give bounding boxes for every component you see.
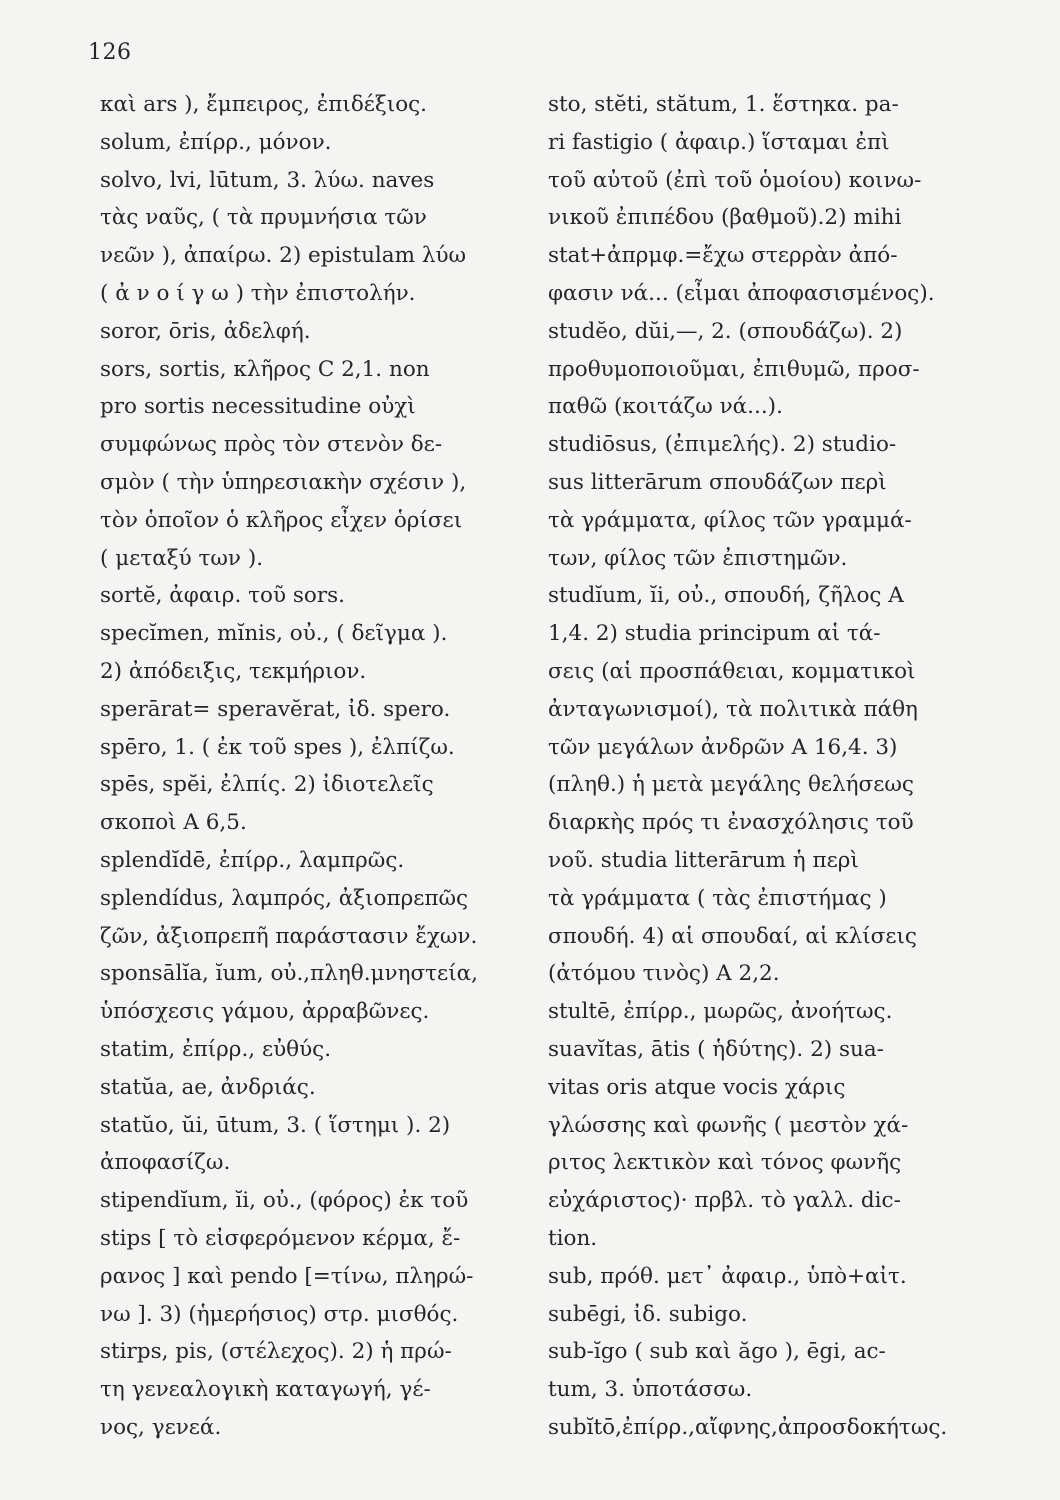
entry-line: νικοῦ ἐπιπέδου (βαθμοῦ).2) mihi — [548, 205, 902, 231]
entry-line: (ἀτόμου τινὸς) A 2,2. — [548, 961, 780, 987]
entry-line: νος, γενεά. — [100, 1414, 222, 1440]
entry-line: σεις (αἱ προσπάθειαι, κομματικοὶ — [548, 658, 916, 684]
entry-line: studĭum, ĭi, οὐ., σπουδή, ζῆλος A — [548, 583, 904, 609]
entry-line: τοῦ αὐτοῦ (ἐπὶ τοῦ ὁμοίου) κοινω- — [548, 167, 922, 193]
entry-line: studiōsus, (ἐπιμελής). 2) studio- — [548, 432, 897, 458]
entry-line: καὶ ars ), ἔμπειρος, ἐπιδέξιος. — [100, 92, 428, 117]
entry-line: τη γενεαλογικὴ καταγωγή, γέ- — [100, 1377, 431, 1403]
page-number: 126 — [88, 40, 132, 65]
entry-line: sponsālĭa, ĭum, οὐ.,πληθ.μνηστεία, — [100, 961, 478, 987]
entry-line: ri fastigio ( ἀφαιρ.) ἵσταμαι ἐπὶ — [548, 129, 890, 155]
entry-line: sors, sortis, κλῆρος C 2,1. non — [100, 356, 430, 382]
entry-line: stat+ἀπρμφ.=ἔχω στερρὰν ἀπό- — [548, 243, 898, 269]
entry-line: sub, πρόθ. μετ᾽ ἀφαιρ., ὑπὸ+αἰτ. — [548, 1263, 907, 1289]
entry-line: spēs, spĕi, ἐλπίς. 2) ἰδιοτελεῖς — [100, 772, 434, 798]
entry-line: studĕo, dŭi,—, 2. (σπουδάζω). 2) — [548, 318, 903, 344]
entry-line: statŭo, ŭi, ūtum, 3. ( ἵστημι ). 2) — [100, 1112, 451, 1138]
entry-line: νω ]. 3) (ἡμερήσιος) στρ. μισθός. — [100, 1301, 459, 1327]
entry-line: splendídus, λαμπρός, ἀξιοπρεπῶς — [100, 885, 469, 911]
entry-line: sperārat= speravĕrat, ἰδ. spero. — [100, 696, 451, 722]
entry-line: τὰ γράμματα, φίλος τῶν γραμμά- — [548, 507, 912, 533]
entry-line: ριτος λεκτικὸν καὶ τόνος φωνῆς — [548, 1150, 902, 1176]
entry-line: soror, ōris, ἀδελφή. — [100, 318, 311, 344]
entry-line: solvo, lvi, lūtum, 3. λύω. naves — [100, 167, 435, 193]
entry-line: vitas oris atque vocis χάρις — [548, 1074, 846, 1100]
entry-line: statŭa, ae, ἀνδριάς. — [100, 1074, 316, 1100]
entry-line: subēgi, ἰδ. subigo. — [548, 1301, 748, 1327]
entry-line: ( μεταξύ των ). — [100, 545, 264, 571]
entry-line: tum, 3. ὑποτάσσω. — [548, 1377, 753, 1403]
entry-line: συμφώνως πρὸς τὸν στενὸν δε- — [100, 432, 443, 458]
entry-line: των, φίλος τῶν ἐπιστημῶν. — [548, 545, 848, 571]
entry-line: τῶν μεγάλων ἀνδρῶν A 16,4. 3) — [548, 734, 898, 760]
entry-line: σκοποὶ A 6,5. — [100, 810, 247, 836]
entry-line: sus litterārum σπουδάζων περὶ — [548, 469, 887, 495]
entry-line: sto, stĕti, stătum, 1. ἕστηκα. pa- — [548, 92, 899, 117]
entry-line: εὐχάριστος)· πρβλ. τὸ γαλλ. dic- — [548, 1188, 901, 1214]
entry-line: νεῶν ), ἀπαίρω. 2) epistulam λύω — [100, 243, 467, 269]
entry-line: 1,4. 2) studia principum αἱ τά- — [548, 621, 881, 647]
entry-line: (πληθ.) ἡ μετὰ μεγάλης θελήσεως — [548, 772, 914, 798]
entry-line: ὑπόσχεσις γάμου, ἀρραβῶνες. — [100, 999, 430, 1025]
entry-line: ἀνταγωνισμοί), τὰ πολιτικὰ πάθη — [548, 696, 918, 722]
entry-line: ( ἀ ν ο ί γ ω ) τὴν ἐπιστολήν. — [100, 280, 416, 306]
entry-line: τὸν ὁποῖον ὁ κλῆρος εἶχεν ὁρίσει — [100, 507, 463, 533]
entry-line: stips [ τὸ εἰσφερόμενον κέρμα, ἔ- — [100, 1225, 461, 1251]
entry-line: 2) ἀπόδειξις, τεκμήριον. — [100, 658, 367, 684]
entry-line: stultē, ἐπίρρ., μωρῶς, ἀνοήτως. — [548, 999, 893, 1025]
entry-line: subĭtō,ἐπίρρ.,αἴφνης,ἀπροσδοκήτως. — [548, 1414, 948, 1440]
entry-line: τὰς ναῦς, ( τὰ πρυμνήσια τῶν — [100, 205, 427, 231]
entry-line: tion. — [548, 1225, 598, 1251]
entry-line: stirps, pis, (στέλεχος). 2) ἡ πρώ- — [100, 1339, 452, 1365]
entry-line: παθῶ (κοιτάζω νά...). — [548, 394, 783, 420]
entry-line: γλώσσης καὶ φωνῆς ( μεστὸν χά- — [548, 1112, 909, 1138]
entry-line: διαρκὴς πρός τι ἐνασχόλησις τοῦ — [548, 810, 914, 836]
entry-line: προθυμοποιοῦμαι, ἐπιθυμῶ, προσ- — [548, 356, 920, 382]
entry-line: ἀποφασίζω. — [100, 1150, 231, 1176]
entry-line: suavĭtas, ātis ( ἡδύτης). 2) sua- — [548, 1036, 884, 1062]
entry-line: specĭmen, mĭnis, οὐ., ( δεῖγμα ). — [100, 621, 448, 647]
left-column — [100, 86, 530, 1447]
entry-line: νοῦ. studia litterārum ἡ περὶ — [548, 847, 859, 873]
entry-line: ρανος ] καὶ pendo [=τίνω, πληρώ- — [100, 1263, 474, 1289]
entry-line: spēro, 1. ( ἐκ τοῦ spes ), ἐλπίζω. — [100, 734, 455, 760]
entry-line: pro sortis necessitudine οὐχὶ — [100, 394, 416, 420]
entry-line: sub-ĭgo ( sub καὶ ăgo ), ēgi, ac- — [548, 1339, 886, 1365]
entry-line: τὰ γράμματα ( τὰς ἐπιστήμας ) — [548, 885, 887, 911]
entry-line: φασιν νά... (εἶμαι ἀποφασισμένος). — [548, 280, 935, 306]
right-column — [548, 86, 998, 1447]
entry-line: stipendĭum, ĭi, οὐ., (φόρος) ἐκ τοῦ — [100, 1188, 469, 1214]
entry-line: splendĭdē, ἐπίρρ., λαμπρῶς. — [100, 847, 405, 873]
entry-line: sortĕ, ἀφαιρ. τοῦ sors. — [100, 583, 345, 609]
entry-line: statim, ἐπίρρ., εὐθύς. — [100, 1036, 332, 1062]
entry-line: ζῶν, ἀξιοπρεπῆ παράστασιν ἔχων. — [100, 923, 478, 949]
entry-line: σπουδή. 4) αἱ σπουδαί, αἱ κλίσεις — [548, 923, 917, 949]
entry-line: σμὸν ( τὴν ὑπηρεσιακὴν σχέσιν ), — [100, 469, 467, 495]
entry-line: solum, ἐπίρρ., μόνον. — [100, 129, 332, 155]
